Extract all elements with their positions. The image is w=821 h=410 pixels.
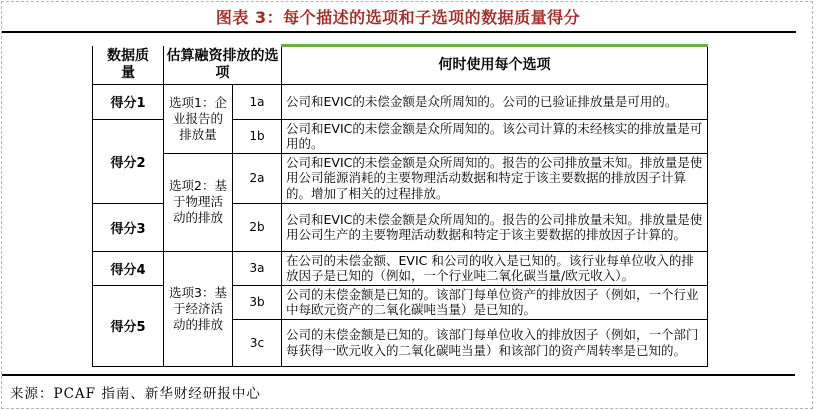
option-1-cell: 选项1：企业报告的排放量	[164, 84, 233, 153]
source-attribution: 来源：PCAF 指南、新华财经研报中心	[10, 386, 261, 402]
table-row	[93, 251, 708, 285]
score-4-cell: 得分4	[93, 251, 164, 285]
table-row	[93, 84, 708, 119]
score-3-cell: 得分3	[93, 203, 164, 251]
table-header-row	[93, 46, 708, 85]
description-3c-cell: 公司的未偿金额是已知的。该部门每单位收入的排放因子（例如，一个部门每获得一欧元收入的二氧化碳吨当量）和该部门的资产周转率是已知的。	[282, 319, 708, 366]
header-when-to-use: 何时使用每个选项	[282, 46, 708, 85]
option-3-cell: 选项3：基于经济活动的排放	[164, 251, 233, 366]
header-data-quality-score	[93, 46, 164, 85]
description-2a-cell: 公司和EVIC的未偿金额是众所周知的。报告的公司排放量未知。排放量是使用公司能源消耗的主要物理活动数据和特定于该主要数据的排放因子计算的。增加了相关的过程排放。	[282, 153, 708, 203]
footer-divider	[2, 374, 795, 376]
sub-option-1a-cell: 1a	[233, 84, 282, 119]
score-1-cell: 得分1	[93, 84, 164, 119]
description-3a-cell: 在公司的未偿金额、EVIC 和公司的收入是已知的。该行业每单位收入的排放因子是已知的（例如，一个行业吨二氧化碳当量/欧元收入）。	[282, 251, 708, 285]
description-3b-cell: 公司的未偿金额是已知的。该部门每单位资产的排放因子（例如，一个行业中每欧元资产的二氧化碳吨当量）是已知的。	[282, 285, 708, 319]
description-2b-cell: 公司和EVIC的未偿金额是众所周知的。报告的公司排放量未知。排放量是使用公司生产的主要物理活动数据和特定于该主要数据的排放因子计算的。	[282, 203, 708, 251]
header-data-quality-score-label: 数据质量	[107, 47, 149, 81]
data-quality-table	[92, 44, 708, 367]
sub-option-2a-cell: 2a	[233, 153, 282, 203]
header-estimation-options: 估算融资排放的选项	[164, 46, 282, 85]
score-5-cell: 得分5	[93, 285, 164, 366]
description-1a-cell: 公司和EVIC的未偿金额是众所周知的。公司的已验证排放量是可用的。	[282, 84, 708, 119]
sub-option-3c-cell: 3c	[233, 319, 282, 366]
sub-option-3a-cell: 3a	[233, 251, 282, 285]
score-2-cell: 得分2	[93, 119, 164, 203]
table-row	[93, 153, 708, 203]
sub-option-2b-cell: 2b	[233, 203, 282, 251]
sub-option-3b-cell: 3b	[233, 285, 282, 319]
title-divider	[2, 31, 796, 33]
option-2-cell: 选项2：基于物理活动的排放	[164, 153, 233, 251]
sub-option-1b-cell: 1b	[233, 119, 282, 153]
description-1b-cell: 公司和EVIC的未偿金额是众所周知的。该公司计算的未经核实的排放量是可用的。	[282, 119, 708, 153]
page-title: 图表 3：每个描述的选项和子选项的数据质量得分	[215, 8, 581, 27]
